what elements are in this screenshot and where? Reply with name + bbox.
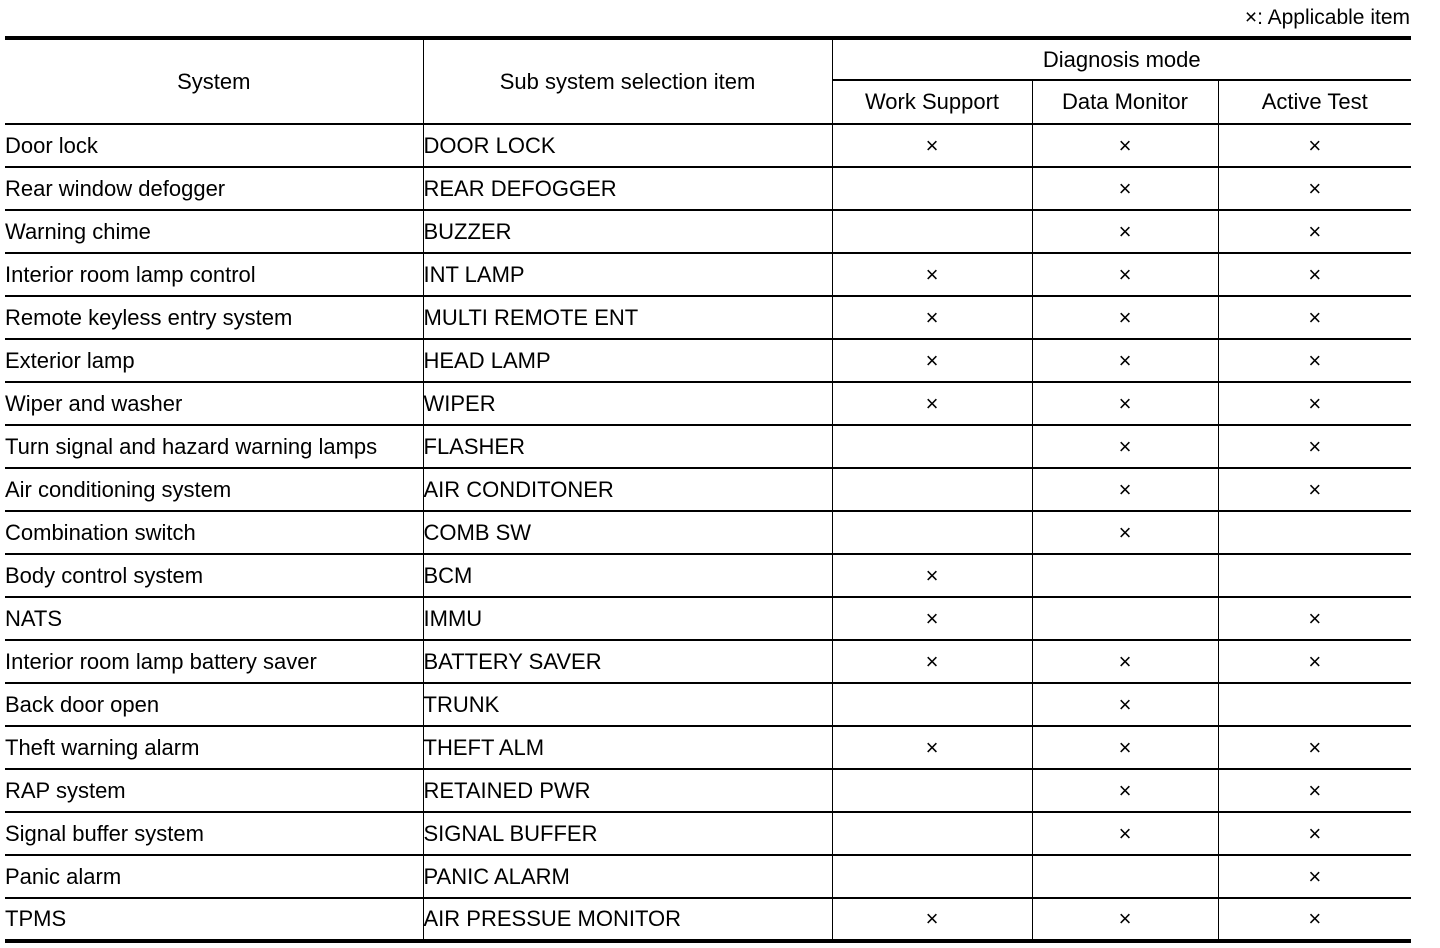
active-test-cell: × <box>1218 167 1411 210</box>
sub-system-cell: TRUNK <box>423 683 832 726</box>
table-row <box>5 683 1411 726</box>
work-support-cell: × <box>832 597 1032 640</box>
work-support-cell <box>832 468 1032 511</box>
system-cell: Combination switch <box>5 511 423 554</box>
system-cell: TPMS <box>5 898 423 941</box>
work-support-cell: × <box>832 124 1032 167</box>
active-test-cell: × <box>1218 726 1411 769</box>
data-monitor-cell: × <box>1032 167 1218 210</box>
active-test-cell: × <box>1218 812 1411 855</box>
system-cell: Air conditioning system <box>5 468 423 511</box>
table-row <box>5 339 1411 382</box>
table-row <box>5 812 1411 855</box>
active-test-cell: × <box>1218 124 1411 167</box>
data-monitor-cell: × <box>1032 253 1218 296</box>
active-test-cell: × <box>1218 296 1411 339</box>
header-data-monitor: Data Monitor <box>1032 80 1218 124</box>
data-monitor-cell: × <box>1032 296 1218 339</box>
table-row <box>5 167 1411 210</box>
data-monitor-cell: × <box>1032 683 1218 726</box>
system-cell: Wiper and washer <box>5 382 423 425</box>
sub-system-cell: WIPER <box>423 382 832 425</box>
data-monitor-cell: × <box>1032 339 1218 382</box>
system-cell: Door lock <box>5 124 423 167</box>
table-row <box>5 425 1411 468</box>
data-monitor-cell <box>1032 855 1218 898</box>
work-support-cell <box>832 425 1032 468</box>
table-row <box>5 296 1411 339</box>
work-support-cell: × <box>832 253 1032 296</box>
header-diagnosis-mode: Diagnosis mode <box>832 38 1411 80</box>
active-test-cell: × <box>1218 253 1411 296</box>
data-monitor-cell: × <box>1032 640 1218 683</box>
data-monitor-cell: × <box>1032 468 1218 511</box>
table-row <box>5 640 1411 683</box>
work-support-cell: × <box>832 640 1032 683</box>
active-test-cell: × <box>1218 468 1411 511</box>
sub-system-cell: COMB SW <box>423 511 832 554</box>
system-cell: Back door open <box>5 683 423 726</box>
data-monitor-cell: × <box>1032 425 1218 468</box>
data-monitor-cell: × <box>1032 726 1218 769</box>
system-cell: Interior room lamp control <box>5 253 423 296</box>
system-cell: Panic alarm <box>5 855 423 898</box>
active-test-cell: × <box>1218 640 1411 683</box>
table-row <box>5 769 1411 812</box>
active-test-cell: × <box>1218 382 1411 425</box>
active-test-cell: × <box>1218 597 1411 640</box>
work-support-cell: × <box>832 898 1032 941</box>
table-row <box>5 124 1411 167</box>
table-row <box>5 726 1411 769</box>
active-test-cell <box>1218 683 1411 726</box>
table-row <box>5 511 1411 554</box>
work-support-cell <box>832 167 1032 210</box>
sub-system-cell: BCM <box>423 554 832 597</box>
active-test-cell: × <box>1218 210 1411 253</box>
table-row <box>5 597 1411 640</box>
work-support-cell <box>832 812 1032 855</box>
work-support-cell: × <box>832 296 1032 339</box>
sub-system-cell: INT LAMP <box>423 253 832 296</box>
sub-system-cell: PANIC ALARM <box>423 855 832 898</box>
system-cell: Turn signal and hazard warning lamps <box>5 425 423 468</box>
active-test-cell: × <box>1218 769 1411 812</box>
data-monitor-cell <box>1032 597 1218 640</box>
sub-system-cell: RETAINED PWR <box>423 769 832 812</box>
table-row <box>5 468 1411 511</box>
system-cell: Exterior lamp <box>5 339 423 382</box>
data-monitor-cell: × <box>1032 210 1218 253</box>
data-monitor-cell: × <box>1032 382 1218 425</box>
sub-system-cell: THEFT ALM <box>423 726 832 769</box>
sub-system-cell: MULTI REMOTE ENT <box>423 296 832 339</box>
active-test-cell: × <box>1218 339 1411 382</box>
sub-system-cell: FLASHER <box>423 425 832 468</box>
table-row <box>5 898 1411 941</box>
work-support-cell <box>832 511 1032 554</box>
active-test-cell: × <box>1218 855 1411 898</box>
table-header-row <box>5 38 1411 80</box>
sub-system-cell: BATTERY SAVER <box>423 640 832 683</box>
sub-system-cell: AIR CONDITONER <box>423 468 832 511</box>
data-monitor-cell: × <box>1032 769 1218 812</box>
system-cell: Signal buffer system <box>5 812 423 855</box>
active-test-cell: × <box>1218 425 1411 468</box>
table-row <box>5 554 1411 597</box>
table-row <box>5 210 1411 253</box>
system-cell: RAP system <box>5 769 423 812</box>
sub-system-cell: IMMU <box>423 597 832 640</box>
work-support-cell: × <box>832 339 1032 382</box>
work-support-cell <box>832 683 1032 726</box>
data-monitor-cell: × <box>1032 124 1218 167</box>
sub-system-cell: REAR DEFOGGER <box>423 167 832 210</box>
work-support-cell <box>832 769 1032 812</box>
header-system: System <box>5 38 423 124</box>
header-work-support: Work Support <box>832 80 1032 124</box>
active-test-cell <box>1218 554 1411 597</box>
work-support-cell <box>832 210 1032 253</box>
header-active-test: Active Test <box>1218 80 1411 124</box>
sub-system-cell: DOOR LOCK <box>423 124 832 167</box>
header-sub-system: Sub system selection item <box>423 38 832 124</box>
table-row <box>5 253 1411 296</box>
work-support-cell: × <box>832 554 1032 597</box>
data-monitor-cell: × <box>1032 898 1218 941</box>
table-row <box>5 382 1411 425</box>
system-cell: Remote keyless entry system <box>5 296 423 339</box>
applicable-item-legend: ×: Applicable item <box>1244 6 1410 29</box>
system-cell: NATS <box>5 597 423 640</box>
data-monitor-cell <box>1032 554 1218 597</box>
system-cell: Theft warning alarm <box>5 726 423 769</box>
data-monitor-cell: × <box>1032 812 1218 855</box>
sub-system-cell: AIR PRESSUE MONITOR <box>423 898 832 941</box>
table-row <box>5 855 1411 898</box>
sub-system-cell: BUZZER <box>423 210 832 253</box>
system-cell: Interior room lamp battery saver <box>5 640 423 683</box>
active-test-cell: × <box>1218 898 1411 941</box>
sub-system-cell: HEAD LAMP <box>423 339 832 382</box>
data-monitor-cell: × <box>1032 511 1218 554</box>
work-support-cell <box>832 855 1032 898</box>
active-test-cell <box>1218 511 1411 554</box>
system-cell: Warning chime <box>5 210 423 253</box>
table-body <box>5 124 1411 941</box>
system-cell: Rear window defogger <box>5 167 423 210</box>
system-cell: Body control system <box>5 554 423 597</box>
sub-system-cell: SIGNAL BUFFER <box>423 812 832 855</box>
work-support-cell: × <box>832 382 1032 425</box>
work-support-cell: × <box>832 726 1032 769</box>
diagnosis-mode-table <box>5 36 1411 943</box>
